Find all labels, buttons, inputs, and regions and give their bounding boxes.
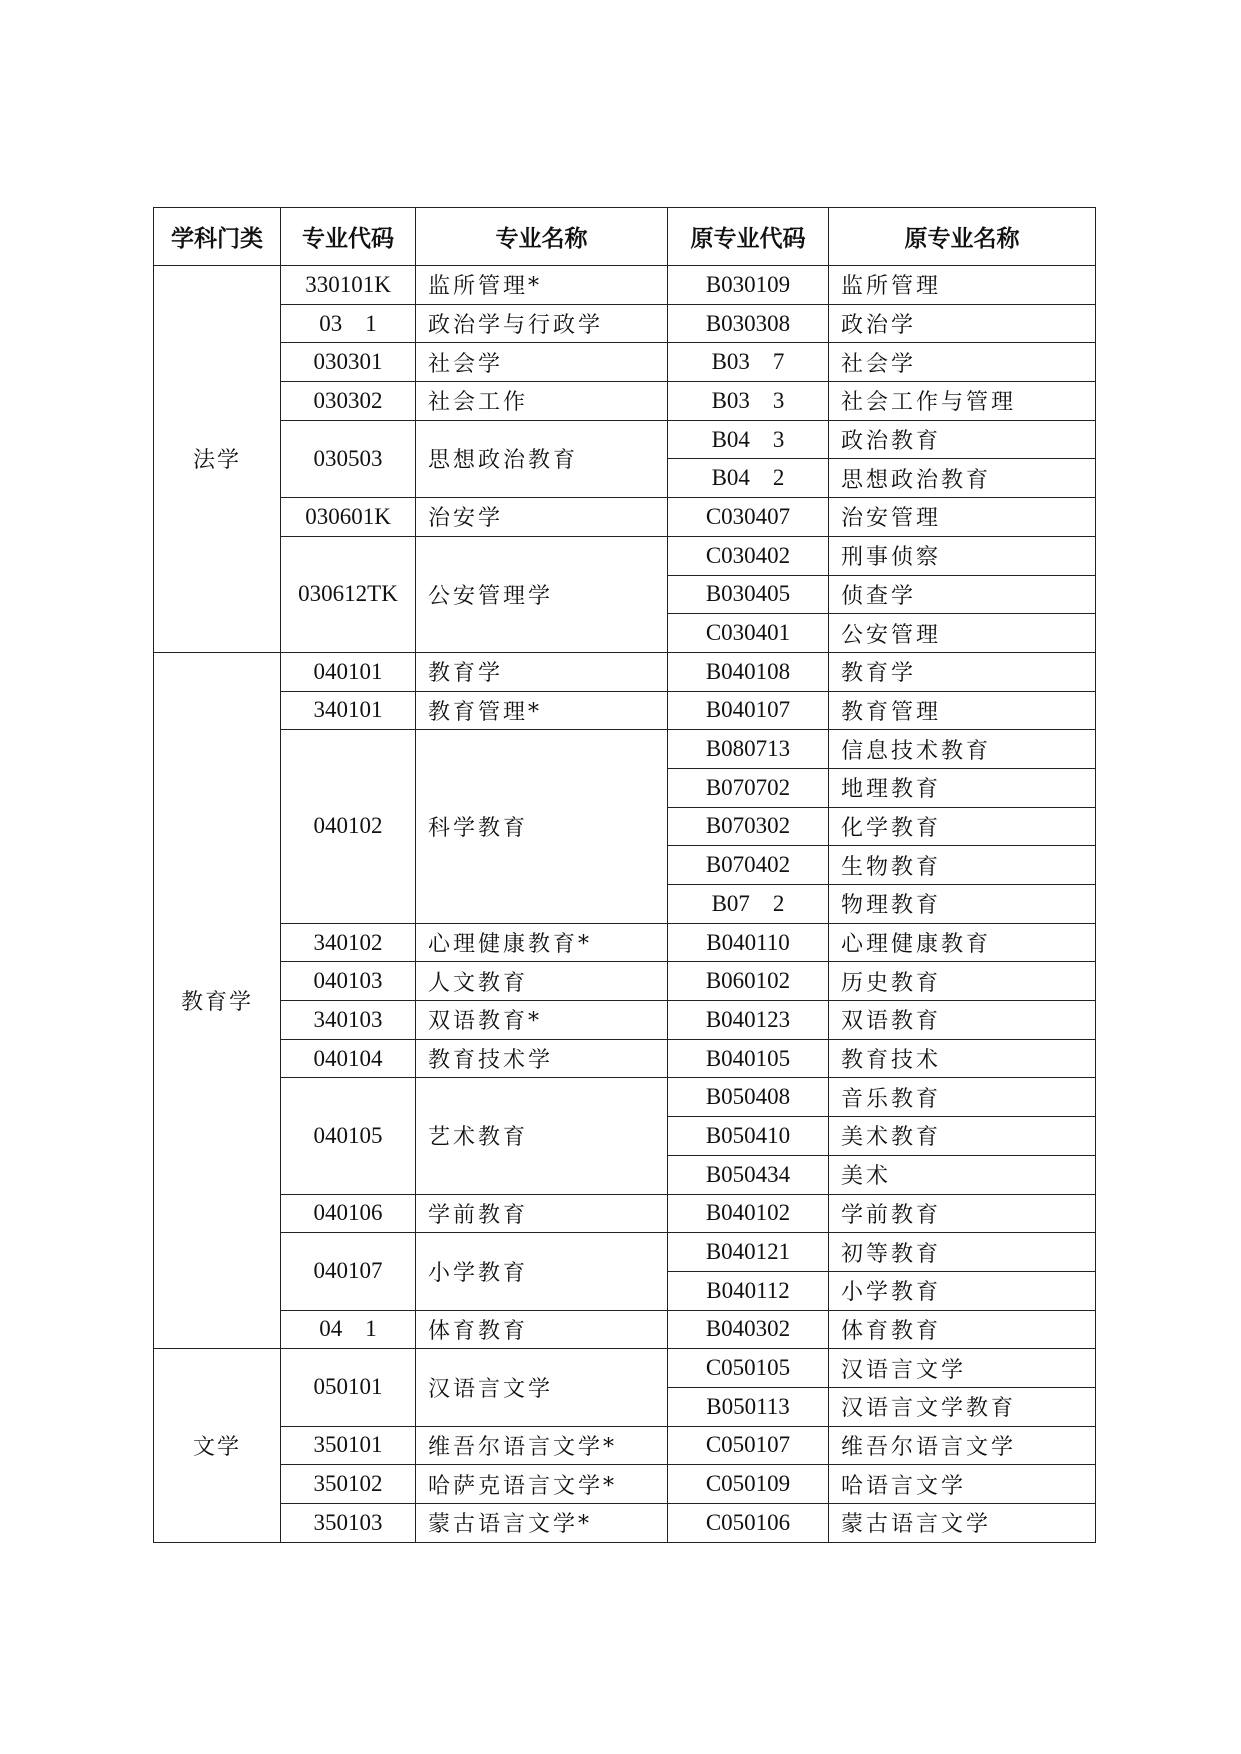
major-code-cell: 040105 (281, 1078, 416, 1194)
original-code-cell: B040302 (668, 1310, 829, 1349)
major-name-cell: 蒙古语言文学* (416, 1504, 668, 1543)
table-row (154, 1233, 1096, 1272)
original-code-cell: B03 7 (668, 343, 829, 382)
original-name-cell: 物理教育 (829, 885, 1096, 924)
original-name-cell: 教育技术 (829, 1039, 1096, 1078)
original-code-cell: C050107 (668, 1426, 829, 1465)
original-name-cell: 治安管理 (829, 498, 1096, 537)
major-code-cell: 030503 (281, 420, 416, 497)
original-code-cell: C050106 (668, 1504, 829, 1543)
major-code-cell: 040101 (281, 652, 416, 691)
original-code-cell: B080713 (668, 730, 829, 769)
original-name-cell: 政治学 (829, 304, 1096, 343)
major-name-cell: 教育学 (416, 652, 668, 691)
original-name-cell: 哈语言文学 (829, 1465, 1096, 1504)
original-name-cell: 蒙古语言文学 (829, 1504, 1096, 1543)
original-code-cell: B050113 (668, 1387, 829, 1426)
original-code-cell: C030401 (668, 614, 829, 653)
header-category: 学科门类 (154, 208, 281, 266)
original-code-cell: B040102 (668, 1194, 829, 1233)
table-row (154, 343, 1096, 382)
original-code-cell: B040107 (668, 691, 829, 730)
original-code-cell: B050408 (668, 1078, 829, 1117)
original-name-cell: 小学教育 (829, 1271, 1096, 1310)
original-code-cell: B040121 (668, 1233, 829, 1272)
table-row (154, 266, 1096, 305)
table-row (154, 691, 1096, 730)
original-code-cell: C050105 (668, 1349, 829, 1388)
original-name-cell: 维吾尔语言文学 (829, 1426, 1096, 1465)
original-name-cell: 教育学 (829, 652, 1096, 691)
major-name-cell: 社会工作 (416, 382, 668, 421)
major-code-cell: 350102 (281, 1465, 416, 1504)
major-name-cell: 汉语言文学 (416, 1349, 668, 1426)
table-row (154, 1039, 1096, 1078)
major-name-cell: 心理健康教育* (416, 923, 668, 962)
major-code-cell: 350103 (281, 1504, 416, 1543)
original-code-cell: B030308 (668, 304, 829, 343)
original-code-cell: B050434 (668, 1155, 829, 1194)
original-code-cell: B04 2 (668, 459, 829, 498)
major-name-cell: 思想政治教育 (416, 420, 668, 497)
original-name-cell: 刑事侦察 (829, 536, 1096, 575)
major-name-cell: 小学教育 (416, 1233, 668, 1310)
major-name-cell: 治安学 (416, 498, 668, 537)
major-name-cell: 维吾尔语言文学* (416, 1426, 668, 1465)
original-code-cell: C030407 (668, 498, 829, 537)
original-name-cell: 美术教育 (829, 1117, 1096, 1156)
original-name-cell: 化学教育 (829, 807, 1096, 846)
original-name-cell: 地理教育 (829, 768, 1096, 807)
major-name-cell: 社会学 (416, 343, 668, 382)
original-name-cell: 历史教育 (829, 962, 1096, 1001)
table-row (154, 923, 1096, 962)
major-code-cell: 030301 (281, 343, 416, 382)
major-code-cell: 330101K (281, 266, 416, 305)
original-name-cell: 生物教育 (829, 846, 1096, 885)
major-code-cell: 350101 (281, 1426, 416, 1465)
major-code-cell: 03 1 (281, 304, 416, 343)
major-name-cell: 公安管理学 (416, 536, 668, 652)
major-name-cell: 体育教育 (416, 1310, 668, 1349)
major-name-cell: 哈萨克语言文学* (416, 1465, 668, 1504)
original-name-cell: 美术 (829, 1155, 1096, 1194)
header-major-code: 专业代码 (281, 208, 416, 266)
original-name-cell: 音乐教育 (829, 1078, 1096, 1117)
table-header (154, 208, 1096, 266)
original-code-cell: B04 3 (668, 420, 829, 459)
table-row (154, 1310, 1096, 1349)
major-name-cell: 政治学与行政学 (416, 304, 668, 343)
header-major-name: 专业名称 (416, 208, 668, 266)
table-row (154, 1194, 1096, 1233)
original-name-cell: 初等教育 (829, 1233, 1096, 1272)
original-name-cell: 侦查学 (829, 575, 1096, 614)
original-code-cell: B070302 (668, 807, 829, 846)
original-name-cell: 信息技术教育 (829, 730, 1096, 769)
major-name-cell: 监所管理* (416, 266, 668, 305)
major-name-cell: 科学教育 (416, 730, 668, 923)
major-name-cell: 人文教育 (416, 962, 668, 1001)
table-row (154, 498, 1096, 537)
major-code-cell: 030612TK (281, 536, 416, 652)
major-code-cell: 040107 (281, 1233, 416, 1310)
major-code-cell: 050101 (281, 1349, 416, 1426)
table-row (154, 1426, 1096, 1465)
original-name-cell: 公安管理 (829, 614, 1096, 653)
table-row (154, 1001, 1096, 1040)
original-code-cell: B030405 (668, 575, 829, 614)
original-code-cell: B030109 (668, 266, 829, 305)
table-row (154, 1465, 1096, 1504)
original-code-cell: B040112 (668, 1271, 829, 1310)
original-name-cell: 体育教育 (829, 1310, 1096, 1349)
major-mapping-table (153, 207, 1096, 1543)
original-name-cell: 思想政治教育 (829, 459, 1096, 498)
original-name-cell: 社会学 (829, 343, 1096, 382)
table-row (154, 304, 1096, 343)
table-row (154, 420, 1096, 459)
original-name-cell: 学前教育 (829, 1194, 1096, 1233)
original-code-cell: C030402 (668, 536, 829, 575)
table-row (154, 1504, 1096, 1543)
original-code-cell: B07 2 (668, 885, 829, 924)
original-code-cell: B040110 (668, 923, 829, 962)
table-row (154, 1349, 1096, 1388)
original-name-cell: 双语教育 (829, 1001, 1096, 1040)
header-row (154, 208, 1096, 266)
original-name-cell: 监所管理 (829, 266, 1096, 305)
major-code-cell: 340101 (281, 691, 416, 730)
major-name-cell: 双语教育* (416, 1001, 668, 1040)
original-name-cell: 社会工作与管理 (829, 382, 1096, 421)
original-code-cell: B060102 (668, 962, 829, 1001)
major-name-cell: 教育技术学 (416, 1039, 668, 1078)
major-name-cell: 艺术教育 (416, 1078, 668, 1194)
original-code-cell: C050109 (668, 1465, 829, 1504)
table-row (154, 1078, 1096, 1117)
table-body (154, 266, 1096, 1543)
original-code-cell: B040123 (668, 1001, 829, 1040)
major-code-cell: 030601K (281, 498, 416, 537)
major-code-cell: 040104 (281, 1039, 416, 1078)
major-code-cell: 040102 (281, 730, 416, 923)
original-code-cell: B040105 (668, 1039, 829, 1078)
original-name-cell: 政治教育 (829, 420, 1096, 459)
table-row (154, 730, 1096, 769)
major-code-cell: 340103 (281, 1001, 416, 1040)
table-row (154, 382, 1096, 421)
original-code-cell: B070702 (668, 768, 829, 807)
original-name-cell: 汉语言文学教育 (829, 1387, 1096, 1426)
major-code-cell: 04 1 (281, 1310, 416, 1349)
category-cell: 法学 (154, 266, 281, 653)
major-code-cell: 340102 (281, 923, 416, 962)
major-code-cell: 040103 (281, 962, 416, 1001)
original-name-cell: 教育管理 (829, 691, 1096, 730)
original-name-cell: 心理健康教育 (829, 923, 1096, 962)
table-row (154, 652, 1096, 691)
original-code-cell: B050410 (668, 1117, 829, 1156)
header-original-code: 原专业代码 (668, 208, 829, 266)
original-code-cell: B040108 (668, 652, 829, 691)
major-name-cell: 教育管理* (416, 691, 668, 730)
category-cell: 文学 (154, 1349, 281, 1542)
original-code-cell: B03 3 (668, 382, 829, 421)
major-code-cell: 040106 (281, 1194, 416, 1233)
table-row (154, 962, 1096, 1001)
original-name-cell: 汉语言文学 (829, 1349, 1096, 1388)
table-row (154, 536, 1096, 575)
category-cell: 教育学 (154, 652, 281, 1348)
major-code-cell: 030302 (281, 382, 416, 421)
header-original-name: 原专业名称 (829, 208, 1096, 266)
original-code-cell: B070402 (668, 846, 829, 885)
major-name-cell: 学前教育 (416, 1194, 668, 1233)
